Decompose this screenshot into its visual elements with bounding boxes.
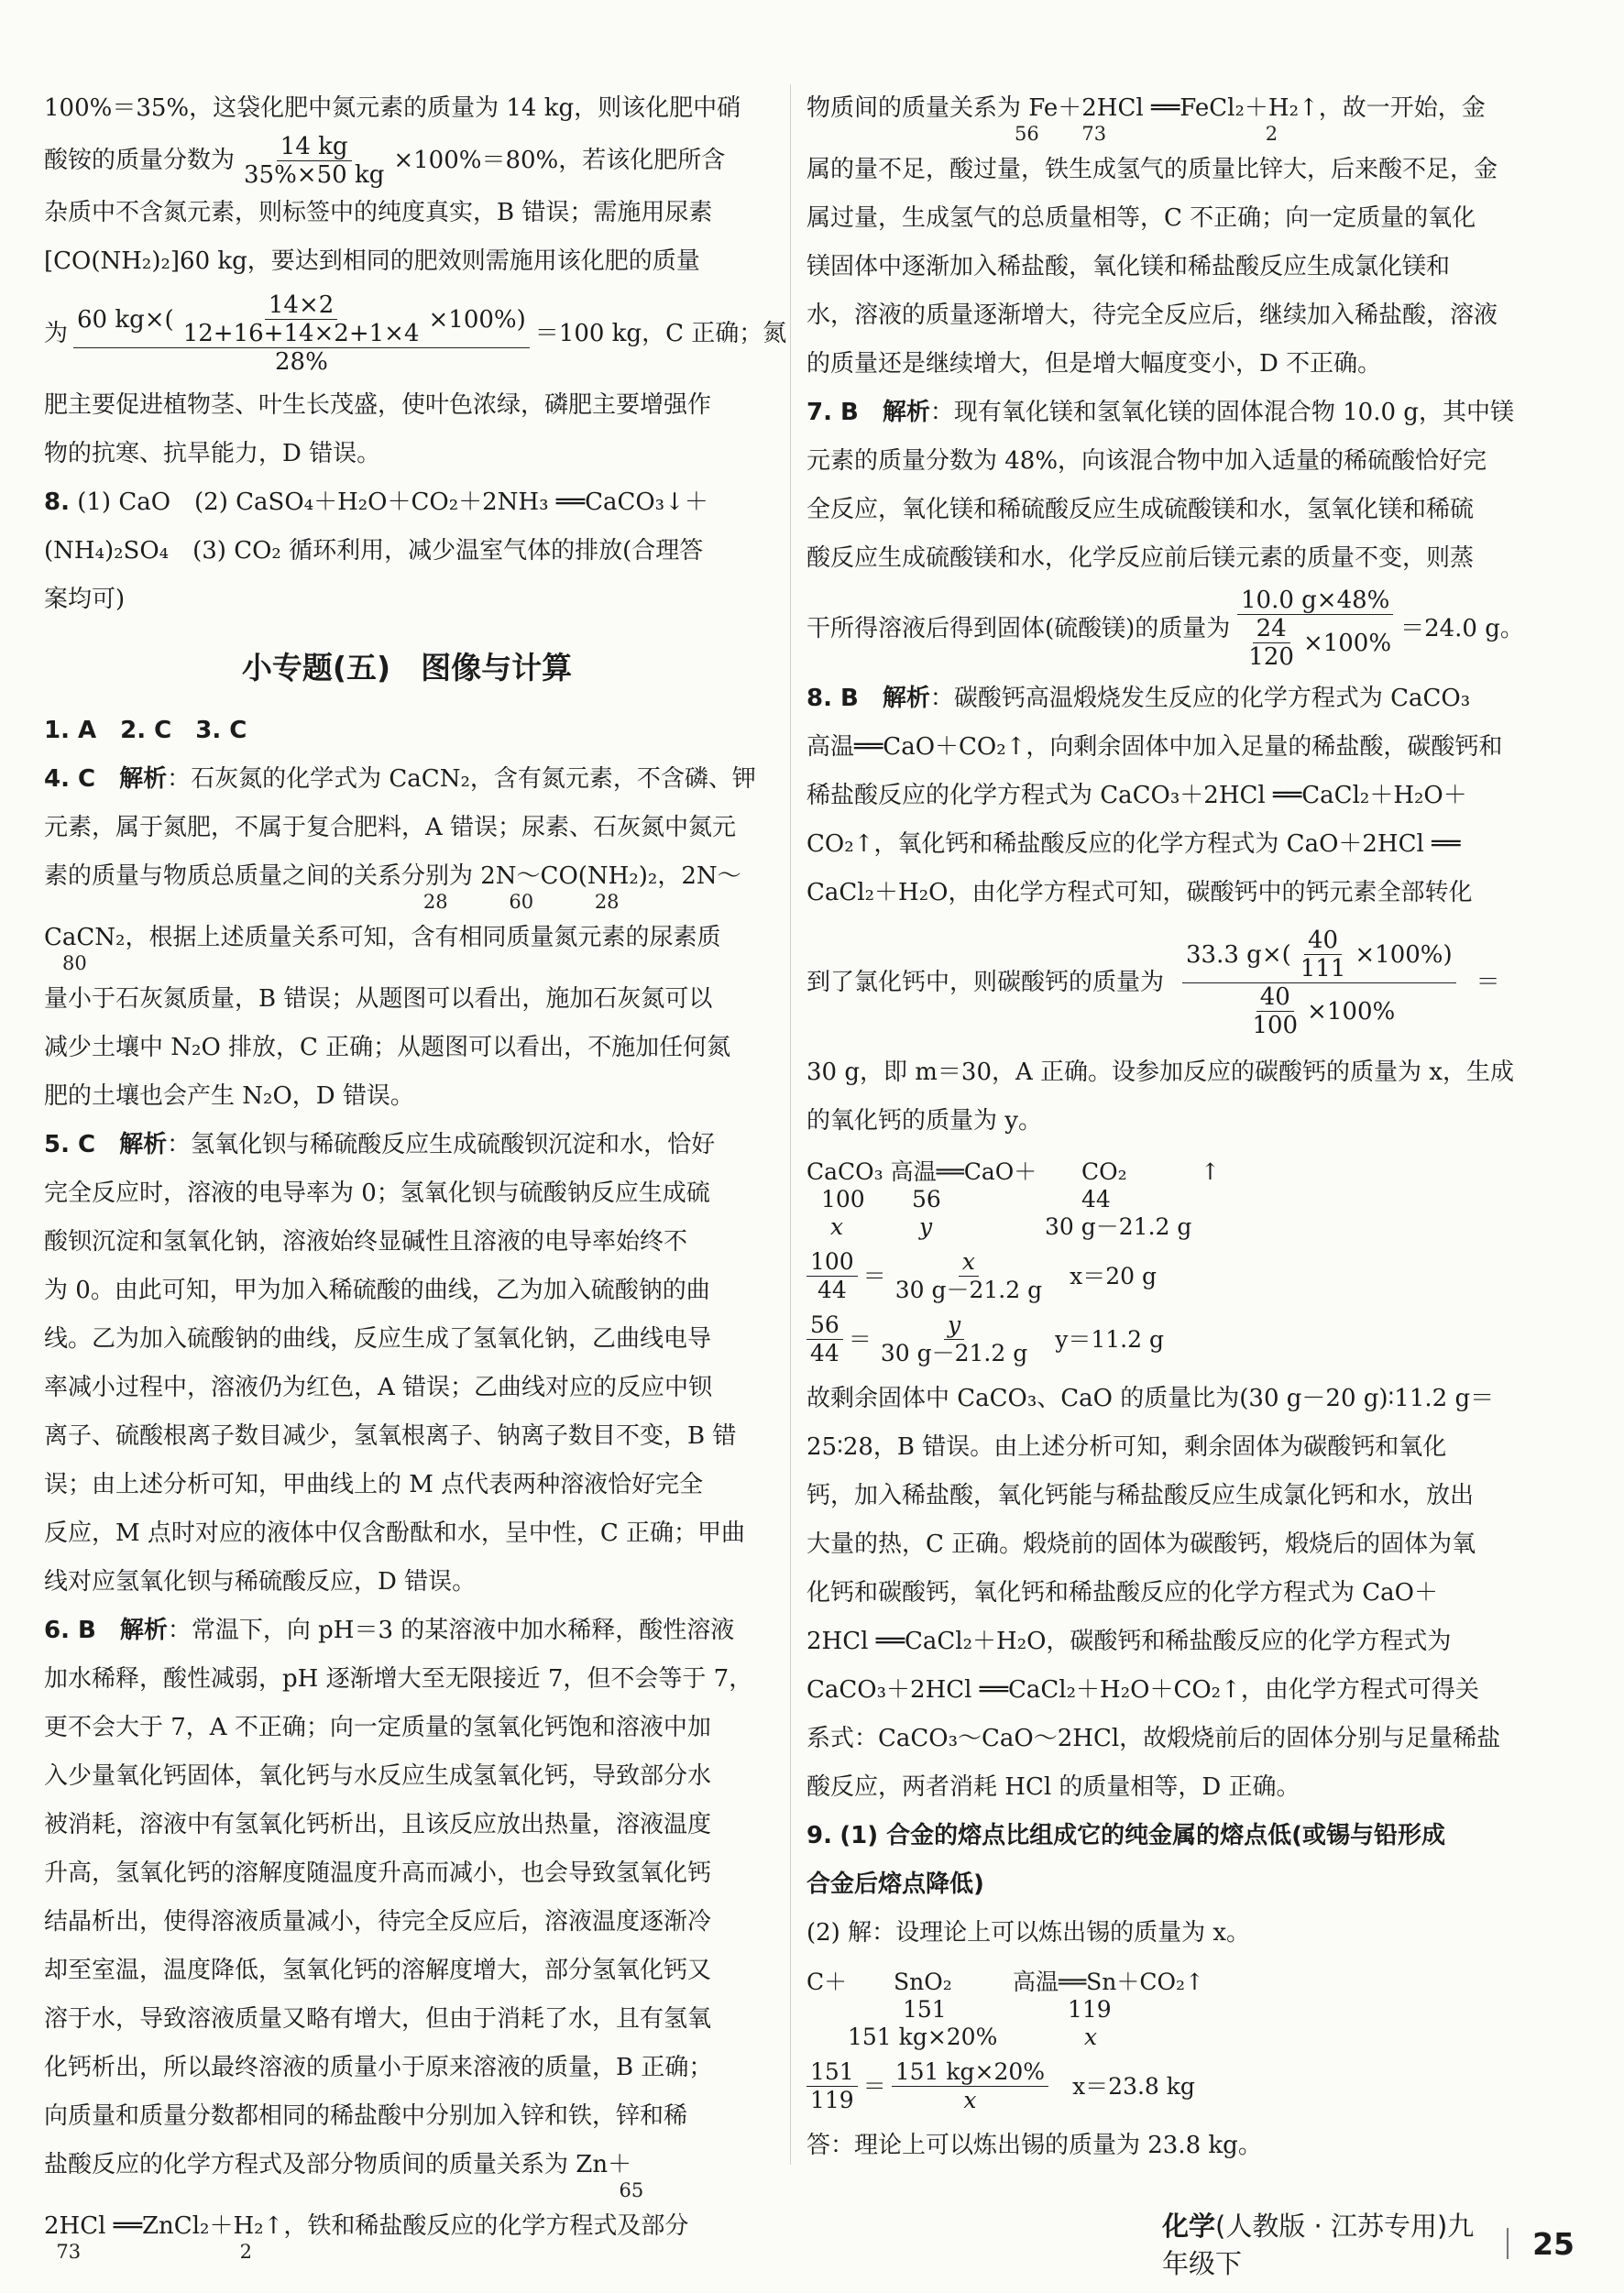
text-line: 向质量和质量分数都相同的稀盐酸中分别加入锌和铁，锌和稀	[44, 2102, 688, 2130]
text-line: 化钙和碳酸钙，氧化钙和稀盐酸反应的化学方程式为 CaO＋	[807, 1579, 1438, 1607]
mass-numbers: 28 60 28	[44, 891, 620, 913]
ratio-equation: $\frac{151}{119}$ ＝ $\frac{151 kg\times 20\%}{x}$ x＝23.8 kg	[807, 2058, 1533, 2114]
equation-part: CO₂	[1081, 1158, 1127, 1185]
analysis-label: 解析	[119, 765, 168, 793]
text-line: 镁固体中逐渐加入稀盐酸，氧化镁和稀盐酸反应生成氯化镁和	[807, 253, 1451, 280]
text-line: 物的抗寒、抗旱能力，D 错误。	[44, 440, 381, 467]
text: ：氢氧化钡与稀硫酸反应生成硫酸钡沉淀和水，恰好	[167, 1131, 716, 1158]
text: 60 kg×(	[77, 305, 174, 334]
footer-divider	[1507, 2228, 1509, 2259]
text: ：常温下，向 pH＝3 的某溶液中加水稀释，酸性溶液	[167, 1617, 735, 1644]
left-column	[44, 84, 787, 2264]
denominator: 35%×50 kg	[244, 161, 385, 189]
formula-line	[44, 133, 770, 189]
inner-fraction	[1297, 927, 1350, 982]
question-number: 5. C	[44, 1131, 96, 1158]
text-line: 元素，属于氮肥，不属于复合肥料，A 错误；尿素、石灰氮中氮元	[44, 814, 737, 841]
text-line: 属的量不足，酸过量，铁生成氢气的质量比锌大，后来酸不足，金	[807, 156, 1498, 183]
equation-part: CaCO₃ 高温══CaO＋	[807, 1158, 1037, 1185]
text-line: 100%＝35%，这袋化肥中氮元素的质量为 14 kg，则该化肥中硝	[44, 94, 741, 122]
analysis-label: 解析	[119, 1131, 168, 1158]
mass-numbers: 73 2	[44, 2241, 252, 2263]
denominator: 12+16+14×2+1×4	[182, 320, 420, 347]
text-line: (2) 解：设理论上可以炼出锡的质量为 x。	[807, 1919, 1251, 1947]
text-line: 的质量还是继续增大，但是增大幅度变小，D 不正确。	[807, 350, 1382, 378]
section-title: 小专题(五) 图像与计算	[241, 650, 573, 686]
formula-line	[807, 927, 1533, 1039]
fraction	[807, 2058, 858, 2114]
question-number: 9.	[807, 1822, 832, 1849]
text: ＝	[1476, 969, 1500, 996]
mass-number: 151	[903, 1996, 947, 2023]
text-line: CaCl₂＋H₂O，由化学方程式可知，碳酸钙中的钙元素全部转化	[807, 879, 1473, 906]
numerator: 56	[807, 1311, 843, 1340]
inner-fraction	[180, 291, 423, 347]
numerator: y	[944, 1311, 964, 1340]
text-line: 肥的土壤也会产生 N₂O，D 错误。	[44, 1082, 414, 1110]
text-line: CaCN₂，根据上述质量关系可知，含有相同质量氮元素的尿素质	[44, 924, 721, 951]
text-line: 为 0。由此可知，甲为加入稀硫酸的曲线，乙为加入硫酸钠的曲	[44, 1277, 710, 1304]
text-line: 案均可)	[44, 586, 126, 613]
numerator: 24	[1253, 615, 1290, 643]
result: x＝23.8 kg	[1072, 2072, 1195, 2100]
question-4	[44, 755, 770, 804]
numerator: 100	[807, 1248, 858, 1277]
formula-line	[44, 291, 787, 376]
text-line: (NH₄)₂SO₄ (3) CO₂ 循环利用，减少温室气体的排放(合理答	[44, 537, 704, 565]
text: ×100%)	[428, 305, 526, 334]
edition: (人教版 · 江苏专用)九年级下	[1162, 2211, 1475, 2279]
text-line: 物质间的质量关系为 Fe＋2HCl ══FeCl₂＋H₂↑，故一开始，金	[807, 94, 1486, 122]
text-line: CO₂↑，氧化钙和稀盐酸反应的化学方程式为 CaO＋2HCl ══	[807, 830, 1461, 858]
text: ×100%)	[1355, 940, 1453, 969]
text-line: 杂质中不含氮元素，则标签中的纯度真实，B 错误；需施用尿素	[44, 199, 713, 226]
text-line: 全反应，氧化镁和稀硫酸反应生成硫酸镁和水，氢氧化镁和稀硫	[807, 496, 1475, 523]
numerator: 14 kg	[277, 133, 352, 161]
question-8	[807, 675, 1533, 723]
text-line: 盐酸反应的化学方程式及部分物质间的质量关系为 Zn＋	[44, 2151, 632, 2178]
text: 33.3 g×(	[1186, 940, 1291, 969]
text-line: 误；由上述分析可知，甲曲线上的 M 点代表两种溶液恰好完全	[44, 1471, 704, 1498]
variable: 151 kg×20%	[848, 2024, 998, 2050]
text-line: 酸钡沉淀和氢氧化钠，溶液始终显碱性且溶液的电导率始终不	[44, 1228, 688, 1256]
equation-part: SnO₂	[894, 1969, 952, 1995]
analysis-label: 解析	[119, 1617, 168, 1644]
denominator	[1235, 615, 1395, 671]
text-line: 故剩余固体中 CaCO₃、CaO 的质量比为(30 g－20 g)∶11.2 g＝	[807, 1385, 1495, 1412]
numerator: x	[959, 1248, 979, 1277]
denominator: 44	[817, 1277, 847, 1303]
fraction	[73, 291, 530, 376]
fraction	[877, 1311, 1031, 1367]
analysis-label: 解析	[882, 685, 930, 712]
question-number: 7. B	[807, 399, 859, 426]
text: 酸铵的质量分数为	[44, 147, 236, 174]
numerator: 151	[807, 2058, 858, 2087]
result: y＝11.2 g	[1055, 1325, 1164, 1353]
numerator: 151 kg×20%	[892, 2058, 1048, 2087]
analysis-label: 解析	[882, 399, 930, 426]
subject: 化学	[1162, 2211, 1216, 2242]
text: ×100%	[1302, 629, 1392, 657]
mass-number: 56	[912, 1186, 941, 1212]
text-line: 减少土壤中 N₂O 排放，C 正确；从题图可以看出，不施加任何氮	[44, 1034, 731, 1061]
text-line: [CO(NH₂)₂]60 kg，要达到相同的肥效则需施用该化肥的质量	[44, 247, 700, 275]
denominator	[1239, 983, 1399, 1039]
text-line: 更不会大于 7，A 不正确；向一定质量的氢氧化钙饱和溶液中加	[44, 1714, 711, 1741]
text-line: 率减小过程中，溶液仍为红色，A 错误；乙曲线对应的反应中钡	[44, 1374, 713, 1401]
text-line: 素的质量与物质总质量之间的关系分别为 2N～CO(NH₂)₂，2N～	[44, 862, 741, 890]
text: ＝100 kg，C 正确；氮	[534, 319, 787, 347]
variable: x	[830, 1213, 844, 1240]
text-line: 化钙析出，所以最终溶液的质量小于原来溶液的质量，B 正确；	[44, 2054, 713, 2081]
text: ×100%＝80%，若该化肥所含	[393, 147, 726, 174]
text: (1) CaO (2) CaSO₄＋H₂O＋CO₂＋2NH₃ ══CaCO₃↓＋	[77, 488, 708, 516]
denominator: 30 g－21.2 g	[880, 1340, 1028, 1366]
text-line: 溶于水，导致溶液质量又略有增大，但由于消耗了水，且有氢氧	[44, 2005, 712, 2033]
denominator: 120	[1248, 643, 1294, 671]
equation-part: C＋	[807, 1969, 848, 1995]
text-line: 2HCl ══ZnCl₂＋H₂↑，铁和稀盐酸反应的化学方程式及部分	[44, 2212, 689, 2240]
answers-1-3: 1. A 2. C 3. C	[44, 717, 247, 744]
text-line: 酸反应生成硫酸镁和水，化学反应前后镁元素的质量不变，则蒸	[807, 544, 1475, 572]
text-line: 肥主要促进植物茎、叶生长茂盛，使叶色浓绿，磷肥主要增强作	[44, 391, 712, 419]
formula-line	[807, 587, 1533, 671]
text-line: 却至室温，温度降低，氢氧化钙的溶解度增大，部分氢氧化钙又	[44, 1957, 712, 1984]
text-line: 属过量，生成氢气的总质量相等，C 不正确；向一定质量的氧化	[807, 204, 1476, 232]
text-line: 25∶28，B 错误。由上述分析可知，剩余固体为碳酸钙和氧化	[807, 1433, 1447, 1461]
question-number: 6. B	[44, 1617, 96, 1644]
result: x＝20 g	[1070, 1262, 1157, 1289]
fraction	[240, 133, 388, 189]
question-6	[44, 1607, 770, 1655]
mass-numbers: 80	[44, 952, 87, 974]
text-line: 反应，M 点时对应的液体中仅含酚酞和水，呈中性，C 正确；甲曲	[44, 1520, 746, 1547]
text: ：现有氧化镁和氢氧化镁的固体混合物 10.0 g，其中镁	[929, 399, 1514, 426]
text: ×100%	[1307, 997, 1396, 1026]
ratio-equation: $\frac{100}{44}$ ＝ $\frac{x}{30 g-21.2 g}$ x＝20 g	[807, 1248, 1533, 1304]
text-line: 完全反应时，溶液的电导率为 0；氢氧化钡与硫酸钠反应生成硫	[44, 1179, 710, 1207]
denominator: 100	[1252, 1012, 1299, 1039]
numerator	[1182, 927, 1456, 983]
mass-number: 119	[1068, 1996, 1112, 2023]
question-number: 4. C	[44, 765, 96, 793]
right-column	[807, 84, 1533, 2170]
fraction	[892, 1248, 1046, 1304]
inner-fraction	[1245, 615, 1298, 671]
question-8	[44, 478, 770, 527]
answer-line: 答：理论上可以炼出锡的质量为 23.8 kg。	[807, 2132, 1262, 2159]
question-7	[807, 389, 1533, 437]
text-line: 稀盐酸反应的化学方程式为 CaCO₃＋2HCl ══CaCl₂＋H₂O＋	[807, 782, 1467, 809]
denominator: 28%	[275, 348, 328, 376]
variable: y	[919, 1213, 933, 1240]
text-line: CaCO₃＋2HCl ══CaCl₂＋H₂O＋CO₂↑，由化学方程式可得关	[807, 1676, 1479, 1704]
mass-numbers: 56 73 2	[807, 123, 1278, 145]
text-line: 大量的热，C 正确。煅烧前的固体为碳酸钙，煅烧后的固体为氧	[807, 1530, 1476, 1558]
text: ：石灰氮的化学式为 CaCN₂，含有氮元素，不含磷、钾	[167, 765, 756, 793]
text-line: 被消耗，溶液中有氢氧化钙析出，且该反应放出热量，溶液温度	[44, 1811, 712, 1838]
ratio-equation: $\frac{56}{44}$ ＝ $\frac{y}{30 g-21.2 g}$ y＝11.2 g	[807, 1311, 1533, 1367]
numerator: 40	[1304, 927, 1342, 955]
mass-numbers: 65	[44, 2179, 644, 2201]
variable: x	[1084, 2024, 1098, 2050]
page-number: 25	[1532, 2225, 1575, 2262]
text-line: 量小于石灰氮质量，B 错误；从题图可以看出，施加石灰氮可以	[44, 985, 713, 1013]
text-line: 的氧化钙的质量为 y。	[807, 1107, 1042, 1135]
numerator: 14×2	[265, 291, 337, 320]
equation-part: ↑	[1201, 1158, 1220, 1185]
text-line: 高温══CaO＋CO₂↑，向剩余固体中加入足量的稀盐酸，碳酸钙和	[807, 733, 1503, 761]
text: (1) 合金的熔点比组成它的纯金属的熔点低(或锡与铅形成	[839, 1822, 1446, 1849]
text: 为	[44, 319, 69, 347]
denominator: 111	[1300, 955, 1346, 982]
denominator: 119	[810, 2087, 854, 2113]
column-divider	[790, 84, 791, 2165]
inner-fraction	[1248, 983, 1301, 1039]
text-line: 结晶析出，使得溶液质量减小，待完全反应后，溶液温度逐渐冷	[44, 1908, 712, 1936]
text-line: 2HCl ══CaCl₂＋H₂O，碳酸钙和稀盐酸反应的化学方程式为	[807, 1628, 1452, 1655]
fraction	[1235, 587, 1395, 671]
question-number: 8. B	[807, 685, 859, 712]
text-line: 合金后熔点降低)	[807, 1871, 984, 1898]
text: 干所得溶液后得到固体(硫酸镁)的质量为	[807, 614, 1231, 642]
denominator: x	[963, 2087, 977, 2113]
denominator: 44	[810, 1340, 839, 1366]
fraction	[892, 2058, 1048, 2114]
question-number: 8.	[44, 488, 70, 516]
denominator: 30 g－21.2 g	[894, 1277, 1043, 1303]
equation-block	[807, 1969, 1533, 2051]
footer-title	[1162, 2206, 1483, 2281]
question-5	[44, 1121, 770, 1169]
fraction	[807, 1248, 858, 1304]
text-line: 水，溶液的质量逐渐增大，待完全反应后，继续加入稀盐酸，溶液	[807, 302, 1498, 329]
text-line: 系式：CaCO₃～CaO～2HCl，故煅烧前后的固体分别与足量稀盐	[807, 1725, 1501, 1752]
text: ：碳酸钙高温煅烧发生反应的化学方程式为 CaCO₃	[929, 685, 1471, 712]
text-line: 元素的质量分数为 48%，向该混合物中加入适量的稀硫酸恰好完	[807, 447, 1487, 475]
text-line: 离子、硫酸根离子数目减少，氢氧根离子、钠离子数目不变，B 错	[44, 1422, 737, 1450]
text-line: 30 g，即 m＝30，A 正确。设参加反应的碳酸钙的质量为 x，生成	[807, 1059, 1514, 1086]
mass-number: 44	[1081, 1186, 1111, 1212]
text: 到了氯化钙中，则碳酸钙的质量为	[807, 969, 1165, 996]
text-line: 加水稀释，酸性减弱，pH 逐渐增大至无限接近 7，但不会等于 7，	[44, 1665, 753, 1693]
fraction	[1182, 927, 1456, 1039]
text-line: 线。乙为加入硫酸钠的曲线，反应生成了氢氧化钠，乙曲线电导	[44, 1325, 712, 1353]
question-9	[807, 1812, 1533, 1860]
numerator: 40	[1256, 983, 1294, 1012]
numerator: 10.0 g×48%	[1237, 587, 1393, 615]
text-line: 酸反应，两者消耗 HCl 的质量相等，D 正确。	[807, 1773, 1300, 1801]
text-line: 入少量氧化钙固体，氧化钙与水反应生成氢氧化钙，导致部分水	[44, 1762, 712, 1790]
equation-part: 高温══Sn＋CO₂↑	[1013, 1969, 1204, 1995]
fraction	[807, 1311, 843, 1367]
equation-block	[807, 1158, 1533, 1241]
text-line: 钙，加入稀盐酸，氧化钙能与稀盐酸反应生成氯化钙和水，放出	[807, 1482, 1475, 1509]
text-line: 线对应氢氧化钡与稀硫酸反应，D 错误。	[44, 1568, 477, 1596]
page-footer	[1162, 2211, 1575, 2279]
variable: 30 g－21.2 g	[1045, 1213, 1192, 1240]
numerator	[73, 291, 530, 348]
text: ＝24.0 g。	[1400, 614, 1524, 642]
text-line: 升高，氢氧化钙的溶解度随温度升高而减小，也会导致氢氧化钙	[44, 1860, 712, 1887]
mass-number: 100	[821, 1186, 865, 1212]
